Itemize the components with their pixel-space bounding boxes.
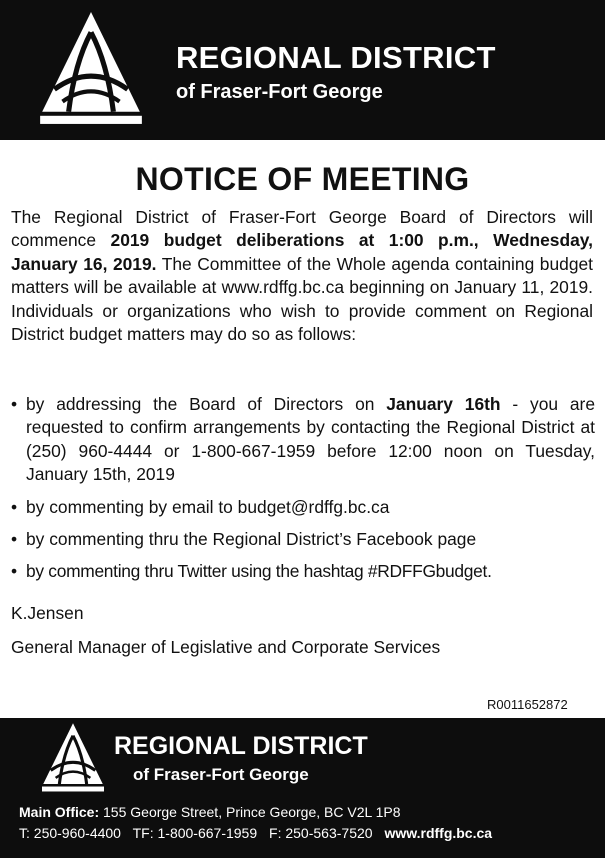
phone-number: T: 250-960-4400 — [19, 825, 121, 841]
rdffg-triangle-logo-icon — [42, 722, 104, 794]
bullet-1-text-b: - you are requested to confirm arrangements by contacting the Regional District at (250) 960-4444 or 1-800-667-1959 before 12:00 noon on Tuesday, January 15th, 2019 — [26, 394, 595, 485]
header-banner — [0, 0, 605, 140]
fax-number: F: 250-563-7520 — [269, 825, 373, 841]
list-item — [9, 560, 595, 583]
rdffg-triangle-logo-icon — [40, 10, 142, 128]
intro-text-2: The Committee of the Whole agenda containing budget matters will be available at www.rdffg.bc.ca beginning on January 11, 2019. Individuals or organizations who wish to provide comment on Regional District budget matters may do so as follows: — [11, 253, 593, 345]
list-item — [9, 496, 595, 519]
comment-options-list — [9, 393, 595, 593]
bullet-3-text: by commenting thru the Regional District’s Facebook page — [26, 529, 477, 550]
contact-line — [19, 825, 492, 841]
signature-title: General Manager of Legislative and Corporate Services — [11, 637, 441, 657]
main-office-address — [19, 804, 401, 820]
intro-paragraph — [11, 206, 593, 346]
org-subtitle: of Fraser-Fort George — [176, 81, 383, 103]
bullet-4-text: by commenting thru Twitter using the hashtag #RDFFGbudget. — [26, 561, 492, 582]
org-name: REGIONAL DISTRICT — [176, 40, 496, 75]
intro-bold-date: 2019 budget deliberations at 1:00 p.m., Wednesday, January 16, 2019. — [11, 230, 593, 274]
intro-text-1: The Regional District of Fraser-Fort George Board of Directors will commence — [11, 207, 593, 251]
website-link[interactable]: www.rdffg.bc.ca — [384, 825, 493, 841]
list-item — [9, 393, 595, 487]
footer-banner — [0, 718, 605, 858]
bullet-icon: • — [11, 496, 18, 517]
notice-title: NOTICE OF MEETING — [135, 161, 470, 197]
reference-number: R0011652872 — [487, 697, 568, 712]
bullet-1-bold: January 16th — [386, 394, 501, 414]
office-label: Main Office: — [19, 804, 100, 820]
bullet-icon: • — [11, 561, 17, 582]
bullet-icon: • — [11, 529, 18, 550]
bullet-2-text: by commenting by email to budget@rdffg.bc.ca — [26, 496, 390, 517]
signature-name: K.Jensen — [11, 603, 84, 623]
list-item — [9, 528, 595, 551]
tollfree-number: TF: 1-800-667-1959 — [132, 825, 258, 841]
bullet-1-text-a: by addressing the Board of Directors on — [26, 394, 387, 414]
footer-org-name: REGIONAL DISTRICT — [114, 732, 368, 760]
bullet-icon: • — [11, 394, 18, 414]
footer-org-subtitle: of Fraser-Fort George — [133, 765, 309, 784]
office-address: 155 George Street, Prince George, BC V2L 1P8 — [99, 804, 401, 820]
